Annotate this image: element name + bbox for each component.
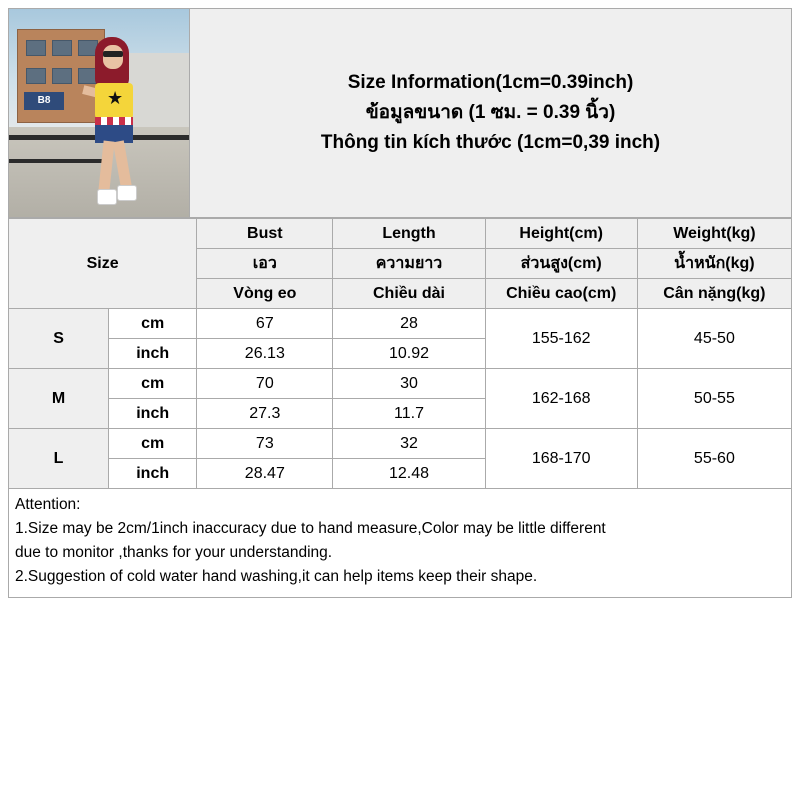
title-block (189, 9, 791, 217)
photo-window (52, 40, 72, 56)
product-photo (9, 9, 189, 217)
table-header-row-en (9, 219, 792, 249)
table-row (9, 309, 792, 339)
title-line-th: ข้อมูลขนาด (1 ซม. = 0.39 นิ้ว) (365, 102, 616, 123)
cell-weight-m: 50-55 (637, 369, 791, 429)
cell-bust-cm-l: 73 (197, 429, 333, 459)
attention-line-1: 1.Size may be 2cm/1inch inaccuracy due to hand measure,Color may be little different (15, 520, 606, 537)
col-header-bust-th: เอว (197, 249, 333, 279)
title-line-en: Size Information(1cm=0.39inch) (347, 72, 634, 93)
unit-cm: cm (109, 309, 197, 339)
unit-inch: inch (109, 399, 197, 429)
col-header-length-th: ความยาว (333, 249, 485, 279)
photo-window (26, 68, 46, 84)
star-icon: ★ (107, 88, 124, 108)
col-header-height-vi: Chiều cao(cm) (485, 279, 637, 309)
cell-bust-inch-l: 28.47 (197, 459, 333, 489)
cell-length-cm-s: 28 (333, 309, 485, 339)
table-row (9, 369, 792, 399)
unit-inch: inch (109, 339, 197, 369)
cell-bust-cm-s: 67 (197, 309, 333, 339)
col-header-height-en: Height(cm) (485, 219, 637, 249)
header-banner (8, 8, 792, 218)
col-header-bust-en: Bust (197, 219, 333, 249)
attention-line-2: due to monitor ,thanks for your understanding. (15, 544, 333, 561)
col-header-height-th: ส่วนสูง(cm) (485, 249, 637, 279)
col-header-length-vi: Chiều dài (333, 279, 485, 309)
cell-height-m: 162-168 (485, 369, 637, 429)
cell-length-inch-m: 11.7 (333, 399, 485, 429)
cell-weight-s: 45-50 (637, 309, 791, 369)
size-header-cell: Size (9, 219, 197, 309)
photo-model-face (103, 45, 123, 69)
col-header-weight-en: Weight(kg) (637, 219, 791, 249)
cell-weight-l: 55-60 (637, 429, 791, 489)
col-header-length-en: Length (333, 219, 485, 249)
photo-window (52, 68, 72, 84)
size-table (8, 218, 792, 489)
sunglasses-icon (103, 51, 123, 57)
row-size-label-l: L (9, 429, 109, 489)
cell-bust-cm-m: 70 (197, 369, 333, 399)
table-row (9, 429, 792, 459)
cell-length-inch-l: 12.48 (333, 459, 485, 489)
unit-inch: inch (109, 459, 197, 489)
cell-bust-inch-s: 26.13 (197, 339, 333, 369)
attention-note (8, 489, 792, 598)
cell-length-inch-s: 10.92 (333, 339, 485, 369)
cell-height-s: 155-162 (485, 309, 637, 369)
cell-length-cm-l: 32 (333, 429, 485, 459)
col-header-bust-vi: Vòng eo (197, 279, 333, 309)
unit-cm: cm (109, 429, 197, 459)
attention-line-3: 2.Suggestion of cold water hand washing,it can help items keep their shape. (15, 568, 538, 585)
attention-heading: Attention: (15, 496, 81, 513)
cell-height-l: 168-170 (485, 429, 637, 489)
cell-bust-inch-m: 27.3 (197, 399, 333, 429)
col-header-weight-th: น้ำหนัก(kg) (637, 249, 791, 279)
photo-model-shoe (97, 189, 117, 205)
photo-building (17, 29, 105, 123)
unit-cm: cm (109, 369, 197, 399)
title-line-vi: Thông tin kích thước (1cm=0,39 inch) (320, 132, 661, 153)
cell-length-cm-m: 30 (333, 369, 485, 399)
photo-model-shorts-stripes (95, 117, 133, 125)
row-size-label-s: S (9, 309, 109, 369)
row-size-label-m: M (9, 369, 109, 429)
photo-sign: B8 (24, 92, 64, 110)
col-header-weight-vi: Cân nặng(kg) (637, 279, 791, 309)
photo-railing-lower (9, 159, 105, 163)
photo-model-shoe (117, 185, 137, 201)
photo-window (26, 40, 46, 56)
